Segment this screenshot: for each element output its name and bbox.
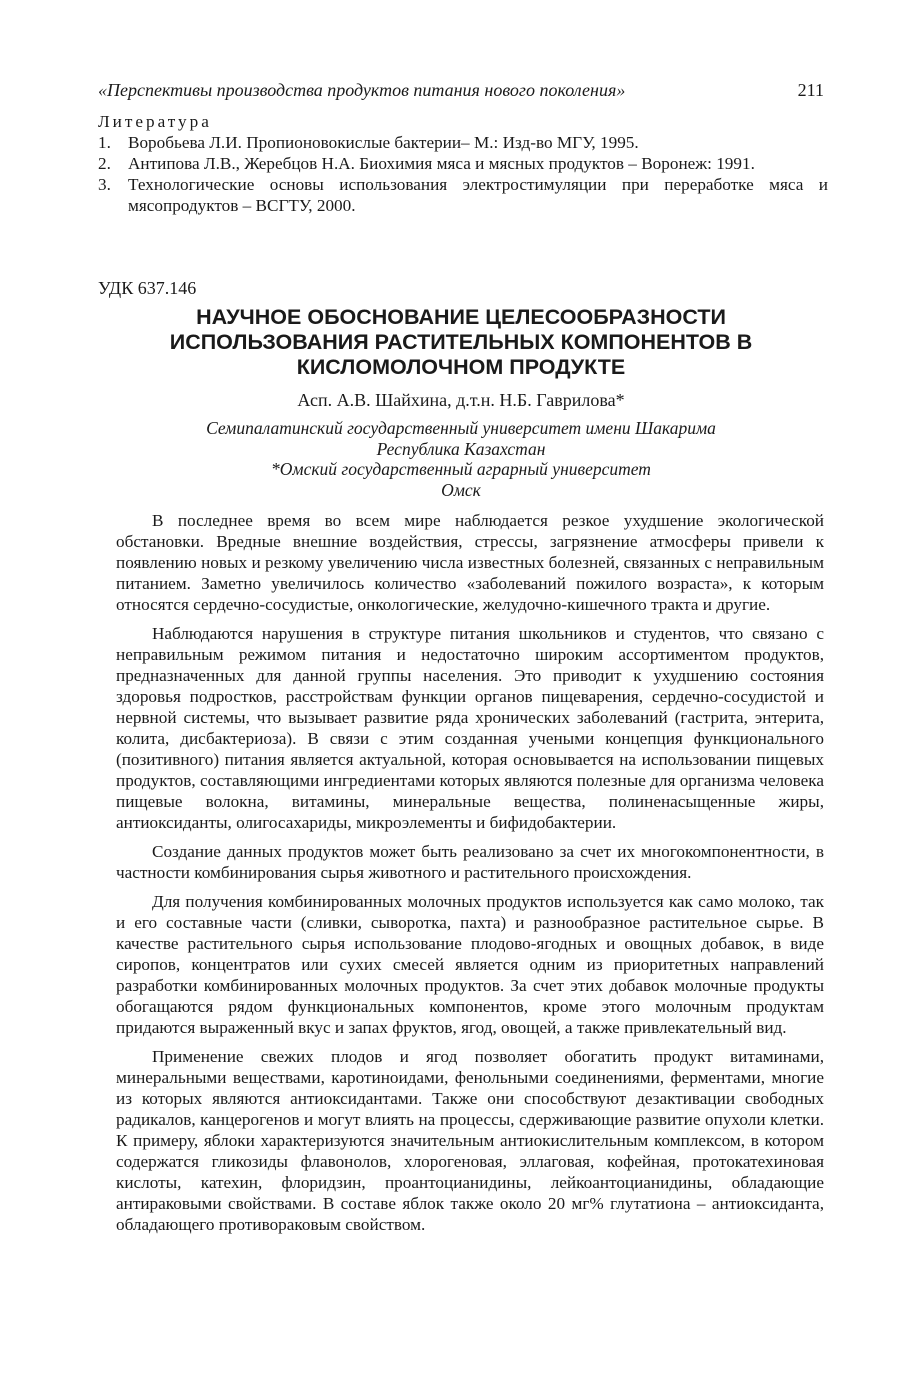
page-number: 211 xyxy=(797,80,824,100)
article-body xyxy=(116,510,824,1243)
references-list xyxy=(98,132,828,216)
article-title-line: НАУЧНОЕ ОБОСНОВАНИЕ ЦЕЛЕСООБРАЗНОСТИ xyxy=(196,305,726,329)
article-title-line: ИСПОЛЬЗОВАНИЯ РАСТИТЕЛЬНЫХ КОМПОНЕНТОВ В xyxy=(169,330,753,354)
affiliation-line: Омск xyxy=(441,479,481,500)
affiliation-line: Семипалатинский государственный университет имени Шакарима xyxy=(206,418,716,438)
running-head-title: «Перспективы производства продуктов питания нового поколения» xyxy=(98,80,626,100)
body-paragraph: Создание данных продуктов может быть реализовано за счет их многокомпонентности, в частности комбинирования сырья животного и растительного происхождения. xyxy=(116,842,824,882)
affiliation-line: Республика Казахстан xyxy=(376,438,546,459)
body-paragraph: В последнее время во всем мире наблюдается резкое ухудшение экологической обстановки. Вредные внешние воздействия, стрессы, загрязнение атмосферы привели к появлению новых и резкому увеличению числа известных болезней, связанных с неправильным питанием. Заметно увеличилось количество «заболеваний пожилого возраста», к которым относятся сердечно-сосудистые, онкологические, желудочно-кишечного тракта и другие. xyxy=(116,511,824,614)
article-title-line: КИСЛОМОЛОЧНОМ ПРОДУКТЕ xyxy=(296,355,626,379)
reference-text: Воробьева Л.И. Пропионовокислые бактерии– М.: Изд-во МГУ, 1995. xyxy=(128,133,639,152)
reference-item xyxy=(98,132,828,153)
body-paragraph: Наблюдаются нарушения в структуре питания школьников и студентов, что связано с неправильным режимом питания и недостаточно широким ассортиментом продуктов, предназначенных для данной группы населения. Это приводит к ухудшению состояния здоровья подростков, расстройствам функции органов пищеварения, сердечно-сосудистой и нервной системы, что вызывает развитие ряда хронических заболеваний (гастрита, энтерита, колита, дисбактериоза). В связи с этим созданная учеными концепция функционального (позитивного) питания является актуальной, которая основывается на использовании пищевых продуктов, составляющими ингредиентами которых являются полезные для организма человека пищевые волокна, витамины, минеральные вещества, полиненасыщенные жиры, антиоксиданты, олигосахариды, микроэлементы и бифидобактерии. xyxy=(116,624,824,832)
body-paragraph: Для получения комбинированных молочных продуктов используется как само молоко, так и его составные части (сливки, сыворотка, пахта) и разнообразное растительное сырье. В качестве растительного сырья использование плодово-ягодных и овощных добавок, в виде сиропов, концентратов или сухих смесей является одним из приоритетных направлений разработки комбинированных молочных продуктов. За счет этих добавок молочные продукты обогащаются рядом функциональных компонентов, кроме этого молочным продуктам придаются выраженный вкус и запах фруктов, ягод, овощей, а также привлекательный вид. xyxy=(116,892,824,1037)
references-heading: Литература xyxy=(98,112,212,131)
reference-number: 2. xyxy=(98,154,111,173)
running-head xyxy=(98,77,824,103)
reference-item xyxy=(98,153,828,174)
reference-item xyxy=(98,174,828,216)
reference-number: 3. xyxy=(98,175,111,194)
authors: Асп. А.В. Шайхина, д.т.н. Н.Б. Гаврилова* xyxy=(297,390,625,410)
affiliations xyxy=(98,418,824,500)
article-title xyxy=(98,305,824,380)
reference-number: 1. xyxy=(98,133,111,152)
reference-text: Технологические основы использования электростимуляции при переработке мяса и мясопродуктов – ВСГТУ, 2000. xyxy=(128,175,828,215)
affiliation-line: *Омский государственный аграрный университет xyxy=(271,459,651,479)
body-paragraph: Применение свежих плодов и ягод позволяет обогатить продукт витаминами, минеральными веществами, каротиноидами, фенольными соединениями, ферментами, многие из которых являются антиоксидантами. Также они способствуют дезактивации свободных радикалов, канцерогенов и могут влиять на процессы, сдерживающие развитие опухоли клетки. К примеру, яблоки характеризуются значительным антиокислительным комплексом, в котором содержатся гликозиды флавонолов, хлорогеновая, эллаговая, кофейная, протокатехиновая кислоты, катехин, флоридзин, проантоцианидины, лейкоантоцианидины, обладающие антираковыми свойствами. В составе яблок также около 20 мг% глутатиона – антиоксиданта, обладающего противораковым свойством. xyxy=(116,1047,824,1234)
reference-text: Антипова Л.В., Жеребцов Н.А. Биохимия мяса и мясных продуктов – Воронеж: 1991. xyxy=(128,154,755,173)
references-section xyxy=(98,111,828,216)
udk-code: УДК 637.146 xyxy=(98,278,197,298)
